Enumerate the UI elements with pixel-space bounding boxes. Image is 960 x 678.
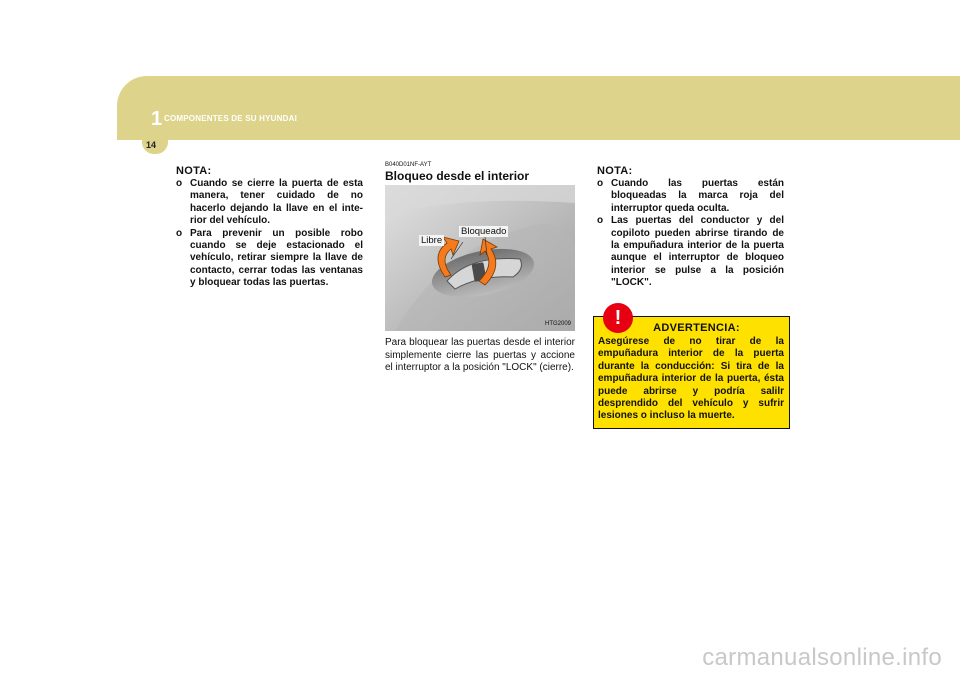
warning-title: ADVERTENCIA: — [653, 322, 740, 334]
warning-icon: ! — [603, 303, 633, 333]
left-note-title: NOTA: — [176, 165, 212, 177]
door-handle-illustration — [385, 185, 575, 331]
left-note — [176, 165, 363, 290]
list-item — [597, 215, 784, 289]
note-text: Las puertas del conductor y del copiloto pueden abrirse tirando de la empuñadura interior de la puerta aunque el interruptor de bloqueo interior se pulse a la posición "LOCK". — [611, 215, 784, 289]
bullet: o — [597, 215, 604, 227]
warning-box — [593, 316, 790, 429]
chapter-title: COMPONENTES DE SU HYUNDAI — [164, 114, 298, 123]
right-note — [597, 165, 784, 290]
figure-code: HTG2009 — [544, 321, 571, 327]
bullet: o — [597, 178, 604, 189]
section-heading: Bloqueo desde el interior — [385, 169, 530, 183]
bullet: o — [176, 227, 183, 239]
chapter-banner — [117, 76, 960, 140]
list-item — [176, 178, 363, 228]
right-note-list — [597, 178, 784, 290]
section-header — [385, 160, 575, 183]
warning-text: Asegúrese de no tirar de la empuñadura interior de la puerta durante la conducción: Si tira de la empuñadura interior de la puerta, ésta puede abrirse y podría salilr desprendido del vehículo y sufrir lesiones o incluso la muerte. — [598, 336, 784, 422]
section-code: B040D01NF-AYT — [385, 162, 432, 168]
page-number: 14 — [146, 140, 157, 150]
label-locked: Bloqueado — [461, 226, 507, 237]
chapter-number: 1 — [151, 108, 163, 130]
list-item — [176, 228, 363, 290]
label-free: Libre — [421, 235, 443, 246]
note-text: Para prevenir un posible robo cuando se deje estacionado el vehículo, retirar siempre la llave de contacto, cerrar todas las ventanas y bloquear todas las puertas. — [190, 227, 363, 289]
watermark: carmanualsonline.info — [702, 644, 942, 671]
note-text: Cuando las puertas están bloqueadas la marca roja del interruptor queda oculta. — [611, 178, 784, 214]
list-item — [597, 178, 784, 215]
left-note-list — [176, 178, 363, 290]
body-paragraph: Para bloquear las puertas desde el interior simplemente cierre las puertas y accione el interruptor a la posición "LOCK" (cierre). — [385, 337, 575, 374]
right-note-title: NOTA: — [597, 165, 633, 177]
note-text: Cuando se cierre la puerta de esta manera, tener cuidado de no hacerlo dejando la llave en el inte-rior del vehículo. — [190, 178, 363, 227]
bullet: o — [176, 178, 183, 189]
door-lock-figure — [385, 185, 575, 331]
